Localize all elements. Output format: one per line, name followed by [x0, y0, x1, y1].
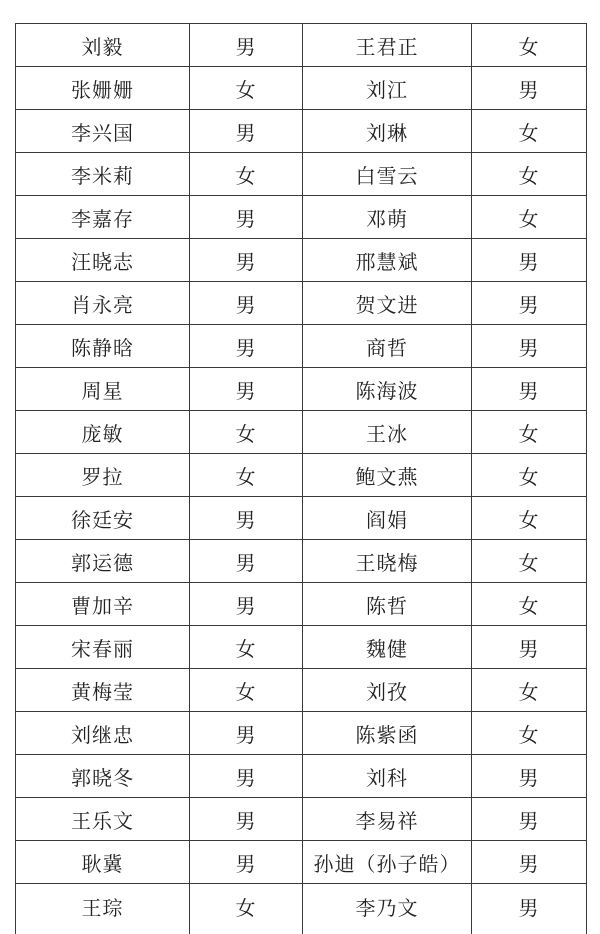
gender-cell-right: 女 [472, 196, 587, 239]
gender-cell-left: 女 [190, 411, 303, 454]
name-cell-right: 王君正 [303, 24, 472, 67]
gender-cell-left: 男 [190, 368, 303, 411]
gender-cell-left: 男 [190, 540, 303, 583]
name-cell-right: 王冰 [303, 411, 472, 454]
name-cell-left: 王琮 [16, 884, 190, 934]
name-cell-left: 肖永亮 [16, 282, 190, 325]
gender-cell-right: 男 [472, 67, 587, 110]
name-cell-right: 刘江 [303, 67, 472, 110]
gender-cell-left: 男 [190, 325, 303, 368]
gender-cell-right: 男 [472, 884, 587, 934]
table-row [16, 798, 587, 841]
table-row [16, 196, 587, 239]
gender-cell-left: 男 [190, 239, 303, 282]
gender-cell-left: 女 [190, 454, 303, 497]
name-cell-left: 李米莉 [16, 153, 190, 196]
gender-cell-left: 男 [190, 282, 303, 325]
name-cell-left: 曹加辛 [16, 583, 190, 626]
table-row [16, 841, 587, 884]
table-row [16, 540, 587, 583]
table-row [16, 755, 587, 798]
gender-cell-right: 女 [472, 712, 587, 755]
name-cell-right: 陈哲 [303, 583, 472, 626]
name-cell-left: 庞敏 [16, 411, 190, 454]
gender-cell-right: 男 [472, 626, 587, 669]
gender-cell-left: 男 [190, 755, 303, 798]
table-row [16, 583, 587, 626]
gender-cell-left: 男 [190, 196, 303, 239]
name-cell-left: 刘继忠 [16, 712, 190, 755]
name-cell-left: 黄梅莹 [16, 669, 190, 712]
table-row [16, 325, 587, 368]
gender-cell-right: 男 [472, 798, 587, 841]
table-row [16, 239, 587, 282]
name-cell-left: 王乐文 [16, 798, 190, 841]
name-cell-right: 商哲 [303, 325, 472, 368]
gender-cell-right: 女 [472, 411, 587, 454]
name-cell-right: 孙迪（孙子皓） [303, 841, 472, 884]
name-cell-right: 魏健 [303, 626, 472, 669]
gender-cell-left: 女 [190, 626, 303, 669]
name-cell-left: 李嘉存 [16, 196, 190, 239]
gender-cell-left: 男 [190, 583, 303, 626]
gender-cell-right: 女 [472, 24, 587, 67]
name-cell-right: 邢慧斌 [303, 239, 472, 282]
gender-cell-right: 女 [472, 583, 587, 626]
roster-table [15, 23, 587, 934]
gender-cell-left: 男 [190, 110, 303, 153]
name-cell-right: 白雪云 [303, 153, 472, 196]
gender-cell-right: 男 [472, 368, 587, 411]
table-row [16, 454, 587, 497]
name-cell-right: 刘琳 [303, 110, 472, 153]
table-row [16, 368, 587, 411]
name-cell-left: 刘毅 [16, 24, 190, 67]
gender-cell-right: 女 [472, 153, 587, 196]
gender-cell-right: 男 [472, 325, 587, 368]
table-row [16, 24, 587, 67]
roster-table-body [16, 24, 587, 934]
name-cell-left: 郭运德 [16, 540, 190, 583]
name-cell-left: 宋春丽 [16, 626, 190, 669]
gender-cell-right: 女 [472, 497, 587, 540]
gender-cell-left: 女 [190, 884, 303, 934]
gender-cell-left: 女 [190, 669, 303, 712]
table-row [16, 110, 587, 153]
gender-cell-right: 女 [472, 669, 587, 712]
table-row [16, 497, 587, 540]
name-cell-left: 李兴国 [16, 110, 190, 153]
gender-cell-right: 女 [472, 540, 587, 583]
name-cell-right: 李乃文 [303, 884, 472, 934]
name-cell-left: 周星 [16, 368, 190, 411]
gender-cell-left: 女 [190, 153, 303, 196]
table-row [16, 67, 587, 110]
table-row [16, 626, 587, 669]
gender-cell-left: 男 [190, 497, 303, 540]
gender-cell-right: 男 [472, 755, 587, 798]
name-cell-left: 耿冀 [16, 841, 190, 884]
name-cell-right: 陈海波 [303, 368, 472, 411]
gender-cell-right: 男 [472, 841, 587, 884]
name-cell-right: 李易祥 [303, 798, 472, 841]
name-cell-right: 刘孜 [303, 669, 472, 712]
gender-cell-left: 男 [190, 712, 303, 755]
name-cell-right: 贺文进 [303, 282, 472, 325]
gender-cell-left: 男 [190, 798, 303, 841]
table-row [16, 153, 587, 196]
gender-cell-right: 男 [472, 239, 587, 282]
name-cell-left: 郭晓冬 [16, 755, 190, 798]
name-cell-right: 阎娟 [303, 497, 472, 540]
name-cell-left: 陈静晗 [16, 325, 190, 368]
name-cell-left: 张姗姗 [16, 67, 190, 110]
table-row [16, 282, 587, 325]
name-cell-left: 罗拉 [16, 454, 190, 497]
name-cell-right: 刘科 [303, 755, 472, 798]
gender-cell-left: 女 [190, 67, 303, 110]
gender-cell-right: 女 [472, 110, 587, 153]
table-row [16, 712, 587, 755]
table-row [16, 669, 587, 712]
name-cell-right: 鲍文燕 [303, 454, 472, 497]
name-cell-right: 邓萌 [303, 196, 472, 239]
name-cell-left: 汪晓志 [16, 239, 190, 282]
gender-cell-right: 男 [472, 282, 587, 325]
gender-cell-right: 女 [472, 454, 587, 497]
gender-cell-left: 男 [190, 24, 303, 67]
name-cell-right: 陈紫函 [303, 712, 472, 755]
name-cell-left: 徐廷安 [16, 497, 190, 540]
name-cell-right: 王晓梅 [303, 540, 472, 583]
gender-cell-left: 男 [190, 841, 303, 884]
table-row [16, 884, 587, 934]
table-row [16, 411, 587, 454]
